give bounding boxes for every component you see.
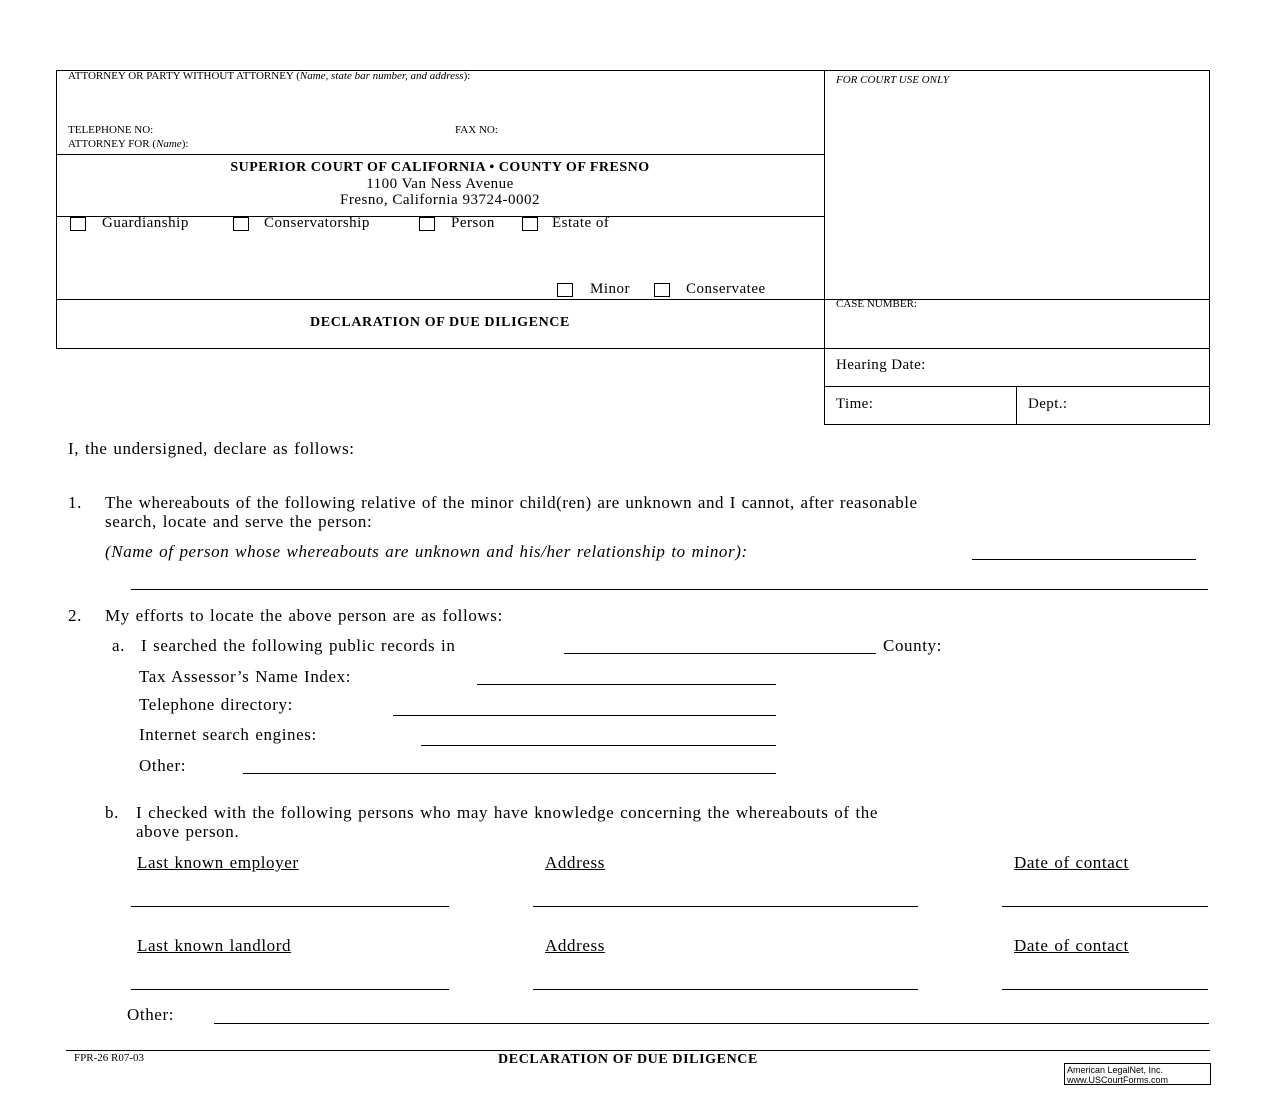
dept-label: Dept.: — [1028, 396, 1068, 412]
landlord-date-header: Date of contact — [1014, 936, 1129, 955]
county-field[interactable] — [564, 653, 876, 654]
minor-checkbox[interactable] — [557, 283, 573, 297]
document-title: DECLARATION OF DUE DILIGENCE — [310, 315, 570, 330]
record-other-label: Other: — [139, 756, 187, 775]
item2b-letter: b. — [105, 803, 119, 822]
caption-rule-1 — [56, 154, 824, 155]
item1-line2: search, locate and serve the person: — [105, 512, 373, 531]
record-tax-assessor-field[interactable] — [477, 684, 776, 685]
conservatee-label: Conservatee — [686, 281, 766, 297]
item2b-line1: I checked with the following persons who may have knowledge concerning the whereabouts of the — [136, 803, 879, 822]
record-other-field[interactable] — [243, 773, 776, 774]
intro-text: I, the undersigned, declare as follows: — [68, 439, 355, 458]
item2-number: 2. — [68, 606, 82, 625]
item1-prompt: (Name of person whose whereabouts are unknown and his/her relationship to minor): — [105, 542, 748, 561]
employer-date-field[interactable] — [1002, 906, 1208, 907]
landlord-header: Last known landlord — [137, 936, 292, 955]
item2a-suffix: County: — [883, 636, 942, 655]
employer-date-header: Date of contact — [1014, 853, 1129, 872]
caption-left-border — [56, 70, 57, 349]
caption-divider — [824, 70, 825, 425]
form-code: FPR-26 R07-03 — [74, 1052, 144, 1064]
caption-rule-5 — [824, 386, 1210, 387]
other-contact-field[interactable] — [214, 1023, 1209, 1024]
estate-of-checkbox[interactable] — [522, 217, 538, 231]
item2a-letter: a. — [112, 636, 125, 655]
item1-number: 1. — [68, 493, 82, 512]
case-number-label: CASE NUMBER: — [836, 298, 917, 310]
vendor-name: American LegalNet, Inc. — [1067, 1065, 1164, 1075]
record-internet-label: Internet search engines: — [139, 725, 317, 744]
conservatorship-label: Conservatorship — [264, 215, 370, 231]
caption-rule-3 — [56, 299, 1210, 300]
conservatee-checkbox[interactable] — [654, 283, 670, 297]
item1-line1: The whereabouts of the following relative of the minor child(ren) are unknown and I cannot, after reasonable — [105, 493, 918, 512]
item2-text: My efforts to locate the above person are as follows: — [105, 606, 503, 625]
footer-title: DECLARATION OF DUE DILIGENCE — [498, 1052, 758, 1067]
time-dept-divider — [1016, 386, 1017, 425]
estate-of-label: Estate of — [552, 215, 610, 231]
landlord-name-field[interactable] — [131, 989, 449, 990]
footer-rule — [66, 1050, 1210, 1051]
person-checkbox[interactable] — [419, 217, 435, 231]
item2b-line2: above person. — [136, 822, 240, 841]
caption-rule-6 — [824, 424, 1210, 425]
other-contact-label: Other: — [127, 1005, 175, 1024]
item1-relationship-field[interactable] — [131, 589, 1208, 590]
hearing-date-label: Hearing Date: — [836, 357, 926, 373]
vendor-stamp — [1064, 1063, 1211, 1085]
attorney-label: ATTORNEY OR PARTY WITHOUT ATTORNEY (Name, state bar number, and address): — [68, 70, 471, 82]
record-telephone-label: Telephone directory: — [139, 695, 293, 714]
attorney-for-label: ATTORNEY FOR (Name): — [68, 138, 189, 150]
item2a-text: I searched the following public records in — [141, 636, 456, 655]
guardianship-label: Guardianship — [102, 215, 189, 231]
time-label: Time: — [836, 396, 874, 412]
court-street: 1100 Van Ness Avenue — [366, 176, 514, 192]
employer-address-field[interactable] — [533, 906, 918, 907]
fax-label: FAX NO: — [455, 124, 498, 136]
person-label: Person — [451, 215, 495, 231]
court-name: SUPERIOR COURT OF CALIFORNIA • COUNTY OF FRESNO — [230, 160, 650, 175]
guardianship-checkbox[interactable] — [70, 217, 86, 231]
employer-address-header: Address — [545, 853, 605, 872]
vendor-url: www.USCourtForms.com — [1067, 1075, 1169, 1085]
landlord-address-header: Address — [545, 936, 605, 955]
conservatorship-checkbox[interactable] — [233, 217, 249, 231]
landlord-date-field[interactable] — [1002, 989, 1208, 990]
court-use-label: FOR COURT USE ONLY — [836, 74, 949, 86]
record-tax-assessor-label: Tax Assessor’s Name Index: — [139, 667, 352, 686]
court-city: Fresno, California 93724-0002 — [340, 192, 540, 208]
telephone-label: TELEPHONE NO: — [68, 124, 154, 136]
employer-name-field[interactable] — [131, 906, 449, 907]
item1-name-field[interactable] — [972, 559, 1196, 560]
employer-header: Last known employer — [137, 853, 299, 872]
record-telephone-field[interactable] — [393, 715, 776, 716]
caption-rule-4 — [56, 348, 1210, 349]
record-internet-field[interactable] — [421, 745, 776, 746]
minor-label: Minor — [590, 281, 630, 297]
caption-right-border — [1209, 70, 1210, 425]
landlord-address-field[interactable] — [533, 989, 918, 990]
